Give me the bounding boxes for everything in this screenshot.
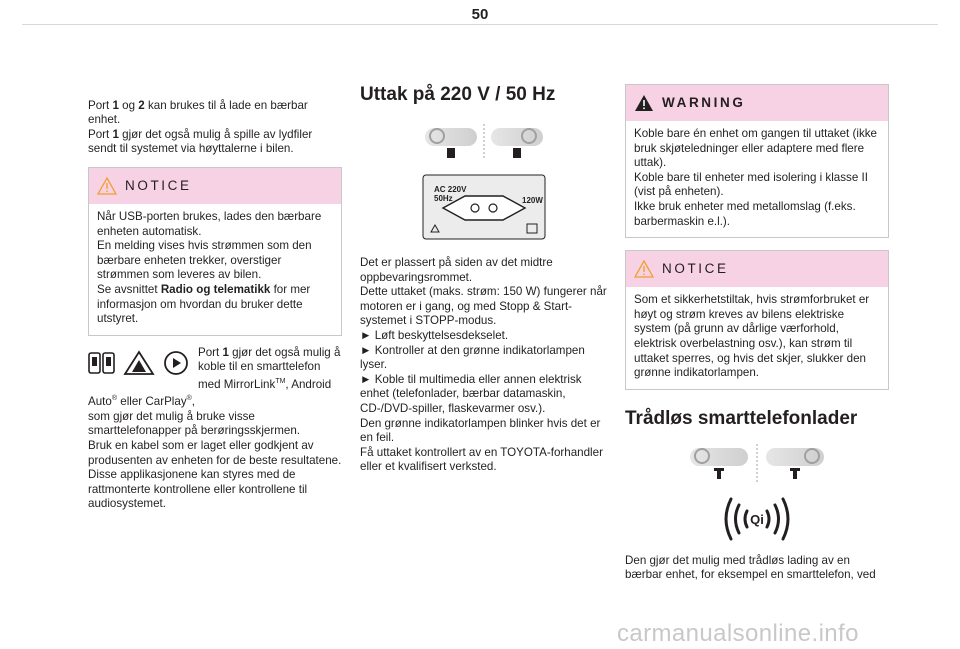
notice-header-2 (626, 251, 888, 287)
socket-body-text: Det er plassert på siden av det midtre oppbevaringsrommet. Dette uttaket (maks. strøm: 150 W) fungerer når motoren er i gang, og med Stopp & Start-systemet i STOPP-modus. ► Løft beskyttelsesdekselet. ► Kontroller at den grønne indikatorlampen lyser. ► Koble til multimedia eller annen elektrisk enhet (telefonlader, bærbar datamaskin, CD-/DVD-spiller, flaskevarmer osv.). Den grønne indikatorlampen blinker hvis det er en feil. Få uttaket kontrollert av en TOYOTA-forhandler eller et kvalifisert verksted. (360, 256, 607, 474)
warning-title: WARNING (662, 94, 746, 110)
socket-rating-labels (434, 185, 466, 203)
notice-body: Når USB-porten brukes, lades den bærbare enheten automatisk. En melding vises hvis strømmen som den bærbare enheten trekker, overstiger strømmen som leveres av bilen. Se avsnittet Radio og telematikk for mer informasjon om hvordan du bruker dette utstyret. (97, 209, 322, 326)
svg-text:Qi: Qi (750, 511, 764, 527)
wireless-charging-icon (709, 494, 805, 544)
section-heading-socket: Uttak på 220 V / 50 Hz (360, 84, 556, 105)
notice-header (89, 168, 341, 204)
socket-label-ac: AC 220V (434, 185, 467, 194)
carplay-icon (162, 350, 190, 376)
column-1 (88, 84, 342, 512)
console-location-illustration (360, 122, 608, 162)
caution-triangle-icon (97, 177, 117, 195)
watermark: carmanualsonline.info (617, 620, 859, 647)
wireless-body-text: Den gjør det mulig med trådløs lading av en bærbar enhet, for eksempel en smarttelefon, ved (625, 553, 876, 582)
socket-label-hz: 50Hz (434, 194, 453, 203)
notice-box-usb (88, 167, 342, 336)
notice-box-power (625, 250, 889, 390)
warning-body: Koble bare én enhet om gangen til uttaket (ikke bruk skjøteledninger eller adaptere med flere uttak). Koble bare til enheter med isolering i klasse II (vist på enheten). Ikke bruk enheter med metallomslag (f.eks. barbermaskin e.l.). (634, 127, 877, 228)
wireless-symbol-illustration (625, 494, 889, 544)
notice-body-2: Som et sikkerhetstiltak, hvis strømforbruket er høyt og strøm kreves av bilens elektriske system (på grunn av dårlige værforhold, elektrisk overbelastning osv.), kan strøm til uttaket sperres, og hvis det skjer, slukker den grønne indikatorlampen. (634, 293, 870, 380)
warning-box (625, 84, 889, 238)
usb-intro-text: Port 1 og 2 kan brukes til å lade en bærbar enhet. Port 1 gjør det også mulig å spille av lydfiler sendt til systemet via høyttalerne i bilen. (88, 98, 313, 156)
notice-title: NOTICE (125, 177, 192, 193)
smartphone-apps-text: Port 1 gjør det også mulig å koble til en smarttelefon med MirrorLink™, Android Auto® eller CarPlay®, som gjør det mulig å bruke visse smarttelefonapper på berøringsskjermen. Bruk en kabel som er laget eller godkjent av produsenten av enheten for de beste resultatene. Disse applikasjonene kan styres med de rattmonterte kontrollene eller kontrollene til audiosystemet. (88, 345, 342, 511)
app-icons (88, 350, 190, 376)
dashboard-location-icon (419, 122, 549, 162)
page-number: 50 (471, 6, 489, 23)
wireless-location-illustration (625, 442, 889, 484)
socket-label-watts: 120W (522, 196, 543, 205)
dashboard-location-icon-2 (682, 442, 832, 484)
warning-header (626, 85, 888, 121)
warning-triangle-icon (634, 94, 654, 112)
header-rule (22, 24, 938, 25)
smartphone-apps-section (88, 346, 342, 512)
android-auto-icon (122, 350, 156, 376)
column-2 (360, 84, 608, 475)
socket-illustration (360, 172, 608, 242)
mirrorlink-icon (88, 350, 116, 376)
column-3 (625, 84, 889, 583)
section-heading-wireless: Trådløs smarttelefonlader (625, 407, 858, 429)
notice-title-2: NOTICE (662, 260, 729, 276)
caution-triangle-icon (634, 260, 654, 278)
